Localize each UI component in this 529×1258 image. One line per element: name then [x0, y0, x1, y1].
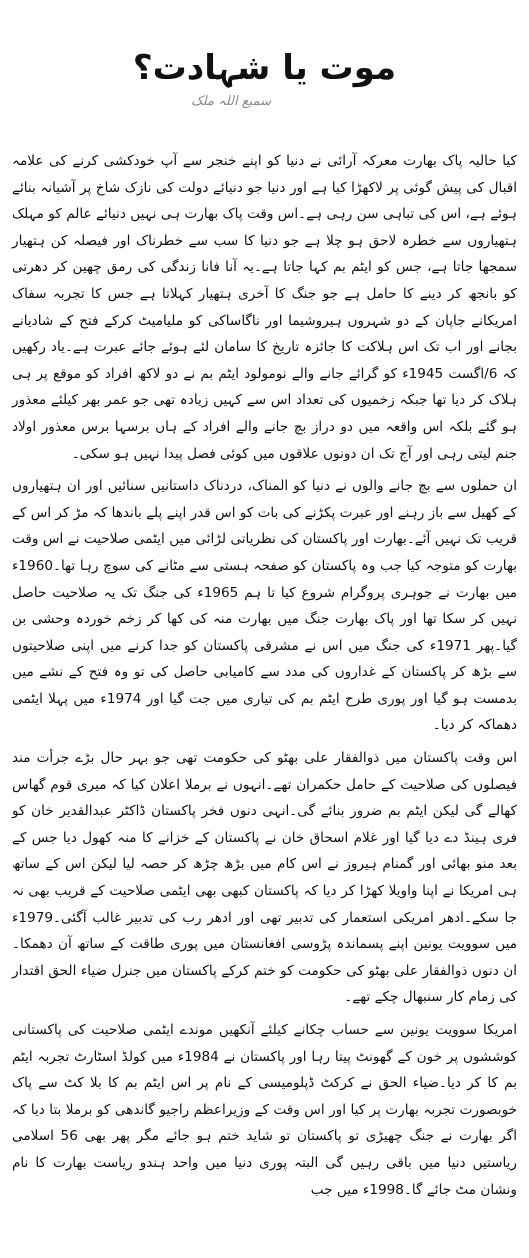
article-title: موت یا شہادت؟	[132, 48, 397, 88]
author-byline: سمیع اللہ ملک	[191, 94, 271, 109]
paragraph: اس وقت پاکستان میں ذوالفقار علی بھٹو کی حکومت تھی جو بہر حال بڑے جرأت مند فیصلوں کی صلاحیت کے حامل حکمران تھے۔انہوں نے برملا اعلان کیا کہ میری قوم گھاس کھالے گی لیکن ایٹم بم ضرور بنائے گی۔انہی دنوں فخر پاکستان ڈاکٹر عبدالقدیر خان کو فری ہینڈ دے دیا گیا اور غلام اسحاق خان نے پاکستان کے خزانے کا منہ کھول دیا جس کے بعد منو بھائی اور گمنام ہیروز نے اس کام میں بڑھ چڑھ کر حصہ لیا لیکن اس کے ساتھ ہی امریکا نے اپنا واویلا کھڑا کر دیا کہ پاکستان کبھی بھی ایٹمی صلاحیت کے قریب بھی نہ جا سکے۔ادھر امریکی استعمار کی تدبیر تھی اور ادھر رب کی تدبیر غالب آگئی۔1979ء میں سوویت یونین اپنے پسماندہ پڑوسی افغانستان میں پوری طاقت کے ساتھ آن دھمکا۔ان دنوں ذوالفقار علی بھٹو کی حکومت کو ختم کرکے پاکستان میں جنرل ضیاء الحق اقتدار کی زمام کار سنبھال چکے تھے۔	[12, 750, 517, 1006]
article-body	[12, 148, 517, 1209]
paragraph: ان حملوں سے بچ جانے والوں نے دنیا کو المناک، دردناک داستانیں سنائیں اور ان ہتھیاروں کے کھیل سے باز رہنے اور عبرت پکڑنے کی بات کو اس قدر اپنے پلے باندھا کہ مڑ کر اس کے قریب تک نہیں آئے۔بھارت اور پاکستان کی نظریاتی لڑائی میں ایٹمی صلاحیت نے اس وقت بھارت کو متوجہ کیا جب وہ پاکستان کو صفحہ ہستی سے مٹانے کی سوچ رہا تھا۔1960ء میں بھارت نے جوہری پروگرام شروع کیا تا ہم 1965ء کی جنگ تک یہ صلاحیت حاصل نہیں کر سکا تھا اور پاک بھارت جنگ میں بھارت منہ کی کھا کر زخم خوردہ وحشی بن گیا۔پھر 1971ء کی جنگ میں اس نے مشرقی پاکستان کو جدا کرنے میں اپنی صلاحیتوں سے بڑھ کر پاکستان کے غداروں کی مدد سے کامیابی حاصل کی تو وہ فتح کے نشے میں بدمست ہو گیا اور پوری طرح ایٹم بم کی تیاری میں جت گیا اور 1974ء میں پہلا ایٹمی دھماکہ کر دیا۔	[11, 478, 518, 734]
paragraph: امریکا سوویت یونین سے حساب چکانے کیلئے آنکھیں موندے ایٹمی صلاحیت کی پاکستانی کوششوں پر خون کے گھونٹ پیتا رہا اور پاکستان نے 1984ء میں کولڈ اسٹارٹ تجربہ ایٹم بم کا کر دیا۔ضیاء الحق نے کرکٹ ڈپلومیسی کے نام پر اس ایٹم بم کا بلا کٹ سے پاک خوبصورت تجربہ بھارت پر کیا اور اس وقت کے وزیراعظم راجیو گاندھی کو برملا بتا دیا کہ اگر بھارت نے جنگ چھیڑی تو پاکستان تو شاید ختم ہو جائے مگر پھر بھی 56 اسلامی ریاستیں دنیا میں باقی رہیں گی البتہ پوری دنیا میں واحد ہندو ریاست بھارت کا نام ونشان مٹ جائے گا۔1998ء میں جب	[12, 1022, 517, 1198]
paragraph: کیا حالیہ پاک بھارت معرکہ آرائی نے دنیا کو اپنے خنجر سے آپ خودکشی کرنے کی علامہ اقبال کی پیش گوئی پر لاکھڑا کیا ہے اور دنیا جو دنیائے دولت کی نازک شاخ پر آشیانہ بنائے ہوئے ہے، اس کی تباہی سن رہی ہے۔اس وقت پاک بھارت ہی نہیں دنیائے عالم کو مہلک ہتھیاروں سے خطرہ لاحق ہو چلا ہے جو دنیا کا سب سے خطرناک اور فیصلہ کن ہتھیار سمجھا جاتا ہے، جس کو ایٹم بم کہا جاتا ہے۔یہ آنا فانا زندگی کی رمق چھین کر دھرتی کو بانجھ کر دینے کا حامل ہے جو جنگ کا آخری ہتھیار کہلاتا ہے جس کا تجربہ سفاک امریکانے جاپان کے دو شہروں ہیروشیما اور ناگاساکی کو ملیامیٹ کرکے فتح کے شادیانے بجانے اور اب تک اس ہلاکت کا جائزہ تاریخ کا سامان لئے ہوئے جائے عبرت ہے۔یاد رکھیں کہ 6/اگست 1945ء کو گرائے جانے والے نومولود ایٹم بم نے دو لاکھ افراد کو موقع پر ہی ہلاک کر دیا تھا جبکہ زخمیوں کی تعداد اس سے کہیں زیادہ تھی جو عمر بھر کیلئے معذور ہو گئے بلکہ اس واقعہ میں دو دراز بچ جانے والے افراد کے ہاں برسہا برس معذور اولاد جنم لیتی رہی اور آج تک ان دونوں علاقوں میں کوئی فصل پیدا نہیں ہو سکی۔	[12, 153, 517, 462]
